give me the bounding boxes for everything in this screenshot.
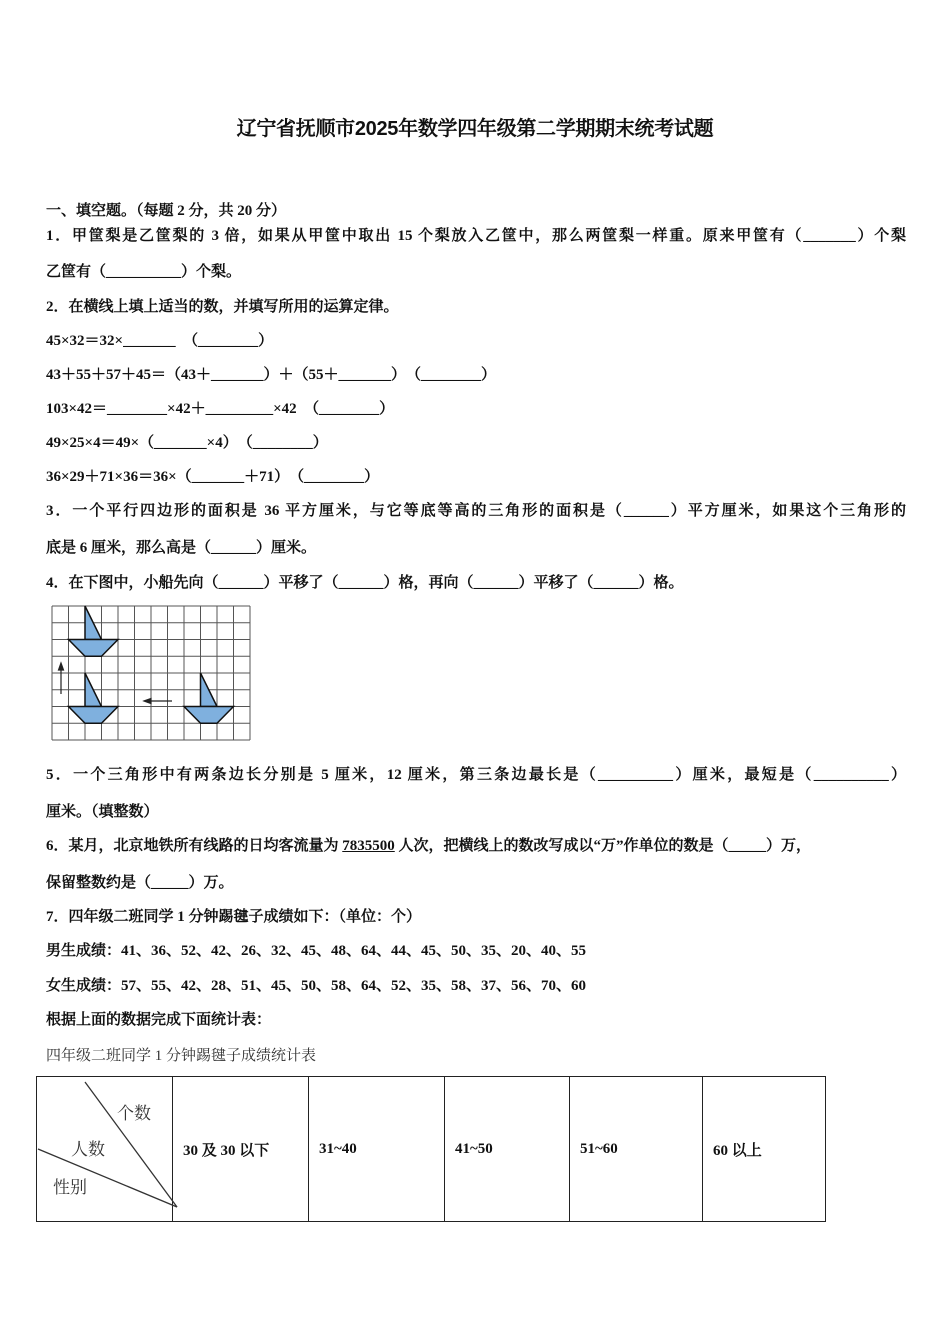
question-5-line-2: 厘米。（填整数） xyxy=(46,804,159,820)
diag-label-people: 人数 xyxy=(71,1140,105,1160)
q6-text: 人次，把横线上的数改写成以“万”作单位的数是（_____）万， xyxy=(394,838,812,854)
equation: 36×29＋71×36＝36×（_______＋71） （________） xyxy=(46,469,380,485)
diag-label-gender: 性别 xyxy=(53,1178,87,1198)
diag-label-count: 个数 xyxy=(117,1104,151,1124)
diagonal-header-cell xyxy=(37,1077,173,1222)
equation: 43＋55＋57＋45＝（43＋_______）＋（55＋_______） （________） xyxy=(46,367,497,383)
girls-scores: 女生成绩：57、55、42、28、51、45、50、58、64、52、35、58、37、56、70、60 xyxy=(46,978,587,994)
question-1-line-1: 1．甲筐梨是乙筐梨的 3 倍，如果从甲筐中取出 15 个梨放入乙筐中，那么两筐梨一样重。原来甲筐有（_______）个梨 xyxy=(46,228,906,244)
boat-bottom-right xyxy=(184,673,234,723)
section-heading: 一、填空题。（每题 2 分，共 20 分） xyxy=(46,203,287,219)
column-header: 51~60 xyxy=(570,1077,703,1222)
diagonal-lines xyxy=(37,1077,182,1223)
boat-top xyxy=(69,606,119,656)
question-6-line-2: 保留整数约是（_____）万。 xyxy=(46,875,234,891)
boat-bottom-left xyxy=(69,673,119,723)
question-6-line-1 xyxy=(46,836,910,856)
q6-text: 6．某月，北京地铁所有线路的日均客流量为 xyxy=(46,838,343,854)
boys-scores: 男生成绩：41、36、52、42、26、32、45、48、64、44、45、50、35、20、40、55 xyxy=(46,943,587,959)
question-2-stem: 2．在横线上填上适当的数，并填写所用的运算定律。 xyxy=(46,299,399,315)
boat-translation-grid xyxy=(50,604,254,744)
question-5-line-1: 5．一个三角形中有两条边长分别是 5 厘米，12 厘米，第三条边最长是（__________）厘米，最短是（__________） xyxy=(46,767,906,783)
equation: 49×25×4＝49×（_______×4） （________） xyxy=(46,435,328,451)
statistics-table xyxy=(36,1076,826,1222)
question-1-line-2: 乙筐有（__________）个梨。 xyxy=(46,264,242,280)
column-header: 30 及 30 以下 xyxy=(173,1077,309,1222)
column-header: 31~40 xyxy=(309,1077,445,1222)
question-3-line-1: 3．一个平行四边形的面积是 36 平方厘米，与它等底等高的三角形的面积是（______）平方厘米，如果这个三角形的 xyxy=(46,503,906,519)
table-instruction: 根据上面的数据完成下面统计表： xyxy=(46,1012,272,1028)
question-4: 4．在下图中，小船先向（______）平移了（______）格，再向（______）平移了（______）格。 xyxy=(46,575,684,591)
page-title: 辽宁省抚顺市2025年数学四年级第二学期期末统考试题 xyxy=(236,118,714,140)
question-7-stem: 7．四年级二班同学 1 分钟踢毽子成绩如下：（单位：个） xyxy=(46,909,422,925)
column-header: 60 以上 xyxy=(703,1077,826,1222)
column-header: 41~50 xyxy=(445,1077,570,1222)
passenger-number: 7835500 xyxy=(342,838,395,854)
table-caption: 四年级二班同学 1 分钟踢毽子成绩统计表 xyxy=(46,1048,317,1064)
equation: 45×32＝32×_______ （________） xyxy=(46,333,274,349)
question-3-line-2: 底是 6 厘米，那么高是（______）厘米。 xyxy=(46,540,317,556)
equation: 103×42＝________×42＋_________×42 （________） xyxy=(46,401,395,417)
